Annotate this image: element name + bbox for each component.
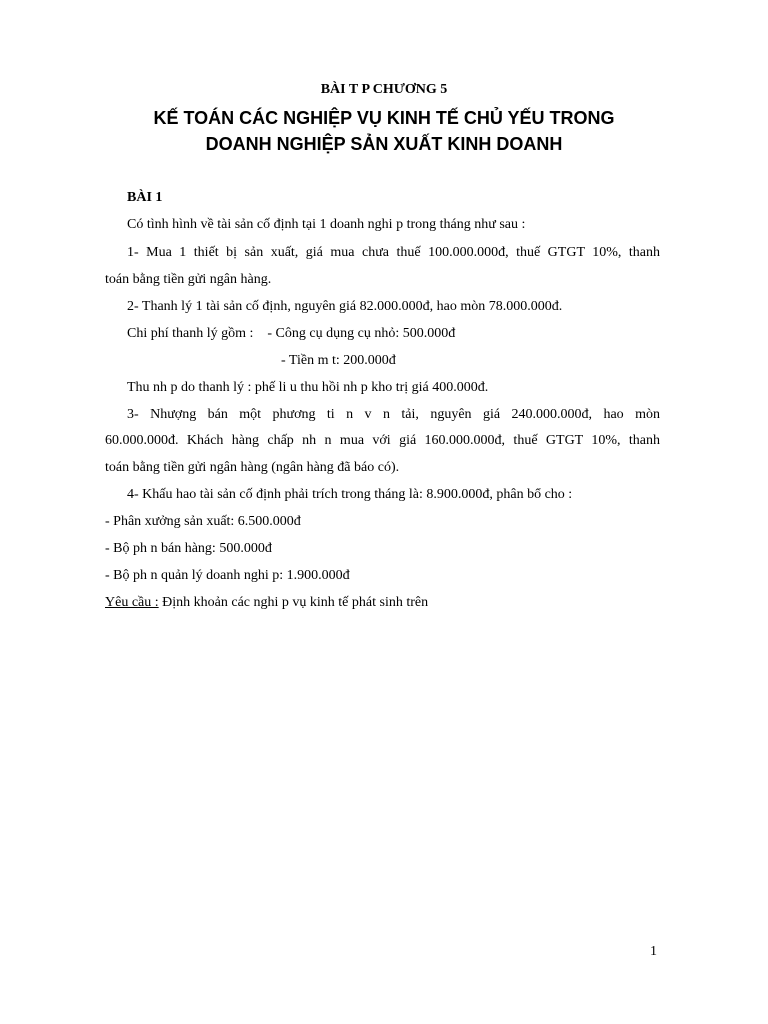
exercise-heading: BÀI 1 — [127, 190, 163, 205]
chapter-heading: BÀI T P CHƯƠNG 5 — [320, 82, 448, 97]
requirement-label: Yêu cầu : — [105, 595, 159, 610]
allocation-production: - Phân xưởng sản xuất: 6.500.000đ — [105, 514, 301, 529]
allocation-management: - Bộ ph n quản lý doanh nghi p: 1.900.000đ — [105, 568, 350, 583]
cost-tools: Chi phí thanh lý gồm : - Công cụ dụng cụ nhỏ: 500.000đ — [127, 326, 456, 341]
allocation-sales: - Bộ ph n bán hàng: 500.000đ — [105, 541, 272, 556]
liquidation-income: Thu nh p do thanh lý : phế li u thu hồi nh p kho trị giá 400.000đ. — [127, 380, 489, 395]
requirement-text: Định khoản các nghi p vụ kinh tế phát sinh trên — [158, 595, 429, 610]
item-3-line-1: 3- Nhượng bán một phương ti n v n tải, nguyên giá 240.000.000đ, hao mòn — [127, 407, 660, 422]
page-number: 1 — [650, 944, 657, 959]
item-1-line-2: toán bằng tiền gửi ngân hàng. — [105, 272, 272, 287]
title-line-1: KẾ TOÁN CÁC NGHIỆP VỤ KINH TẾ CHỦ YẾU TRONG — [153, 108, 615, 128]
intro-paragraph: Có tình hình về tài sản cố định tại 1 doanh nghi p trong tháng như sau : — [127, 217, 526, 232]
requirement — [105, 594, 660, 612]
item-4: 4- Khấu hao tài sản cố định phải trích trong tháng là: 8.900.000đ, phân bổ cho : — [127, 487, 573, 502]
item-3-line-2: 60.000.000đ. Khách hàng chấp nh n mua với giá 160.000.000đ, thuế GTGT 10%, thanh — [105, 433, 660, 448]
title-line-2: DOANH NGHIỆP SẢN XUẤT KINH DOANH — [205, 134, 563, 154]
item-2: 2- Thanh lý 1 tài sản cố định, nguyên giá 82.000.000đ, hao mòn 78.000.000đ. — [127, 299, 563, 314]
document-title — [0, 105, 768, 157]
item-1-line-1: 1- Mua 1 thiết bị sản xuất, giá mua chưa thuế 100.000.000đ, thuế GTGT 10%, thanh — [127, 245, 660, 260]
cost-cash: - Tiền m t: 200.000đ — [281, 353, 396, 368]
item-3-line-3: toán bằng tiền gửi ngân hàng (ngân hàng đã báo có). — [105, 460, 400, 475]
